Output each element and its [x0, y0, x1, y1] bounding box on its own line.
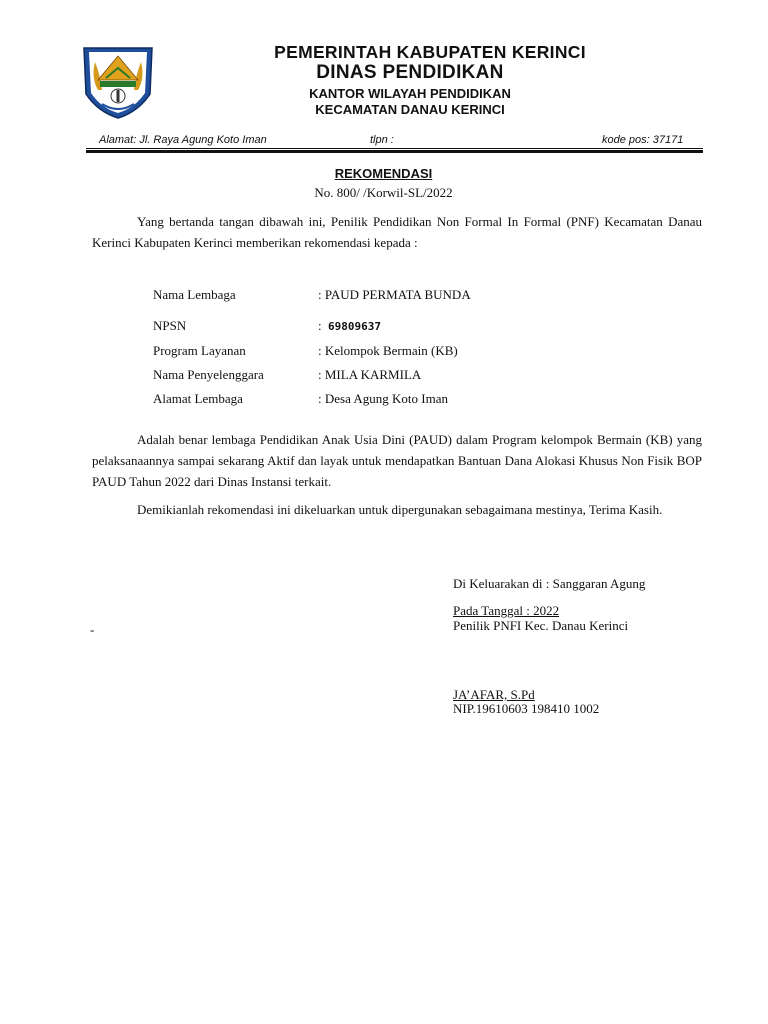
field-value-nama-lembaga: : PAUD PERMATA BUNDA — [318, 287, 471, 302]
field-value-program: : Kelompok Bermain (KB) — [318, 343, 458, 358]
address-text: Alamat: Jl. Raya Agung Koto Iman — [99, 134, 267, 146]
field-sep-npsn: : — [318, 318, 322, 333]
intro-paragraph: Yang bertanda tangan dibawah ini, Penilik Pendidikan Non Formal In Formal (PNF) Kecamatan Danau Kerinci Kabupaten Kerinci memberikan rekomendasi kepada : — [92, 214, 702, 250]
kerinci-regency-emblem-icon — [78, 44, 158, 120]
body-paragraph: Adalah benar lembaga Pendidikan Anak Usia Dini (PAUD) dalam Program kelompok Bermain (KB) yang pelaksanaannya sampai sekarang Aktif dan layak untuk mendapatkan Bantuan Dana Alokasi Khusus Non Fisik BOP PAUD Tahun 2022 dari Dinas Instansi terkait. — [92, 432, 702, 489]
issued-at: Di Keluarakan di : Sanggaran Agung — [453, 576, 646, 591]
field-value-penyelenggara: : MILA KARMILA — [318, 367, 422, 382]
header-government: PEMERINTAH KABUPATEN KERINCI — [274, 42, 586, 62]
header-district: KECAMATAN DANAU KERINCI — [315, 102, 505, 117]
document-title: REKOMENDASI — [334, 166, 433, 181]
header-rule-thin — [86, 148, 703, 149]
header-rule-thick — [86, 150, 703, 153]
signer-nip: NIP.19610603 198410 1002 — [453, 701, 600, 716]
closing-paragraph: Demikianlah rekomendasi ini dikeluarkan untuk dipergunakan sebagaimana mestinya, Terima Kasih. — [137, 502, 663, 517]
document-number: No. 800/ /Korwil-SL/2022 — [314, 185, 453, 200]
postal-code-text: kode pos: 37171 — [602, 134, 684, 146]
header-office: KANTOR WILAYAH PENDIDIKAN — [309, 86, 511, 101]
signer-name: JA’AFAR, S.Pd — [453, 687, 535, 702]
field-label-penyelenggara: Nama Penyelenggara — [153, 367, 264, 382]
field-label-npsn: NPSN — [153, 318, 187, 333]
stray-dash: - — [90, 622, 95, 637]
field-label-program: Program Layanan — [153, 343, 246, 358]
phone-text: tlpn : — [370, 134, 394, 146]
field-label-alamat: Alamat Lembaga — [153, 391, 243, 406]
signer-position: Penilik PNFI Kec. Danau Kerinci — [453, 618, 629, 633]
field-value-alamat: : Desa Agung Koto Iman — [318, 391, 448, 406]
field-value-npsn: 69809637 — [328, 320, 381, 333]
header-department: DINAS PENDIDIKAN — [316, 62, 504, 83]
field-label-nama-lembaga: Nama Lembaga — [153, 287, 236, 302]
issued-date: Pada Tanggal : 2022 — [453, 603, 560, 618]
